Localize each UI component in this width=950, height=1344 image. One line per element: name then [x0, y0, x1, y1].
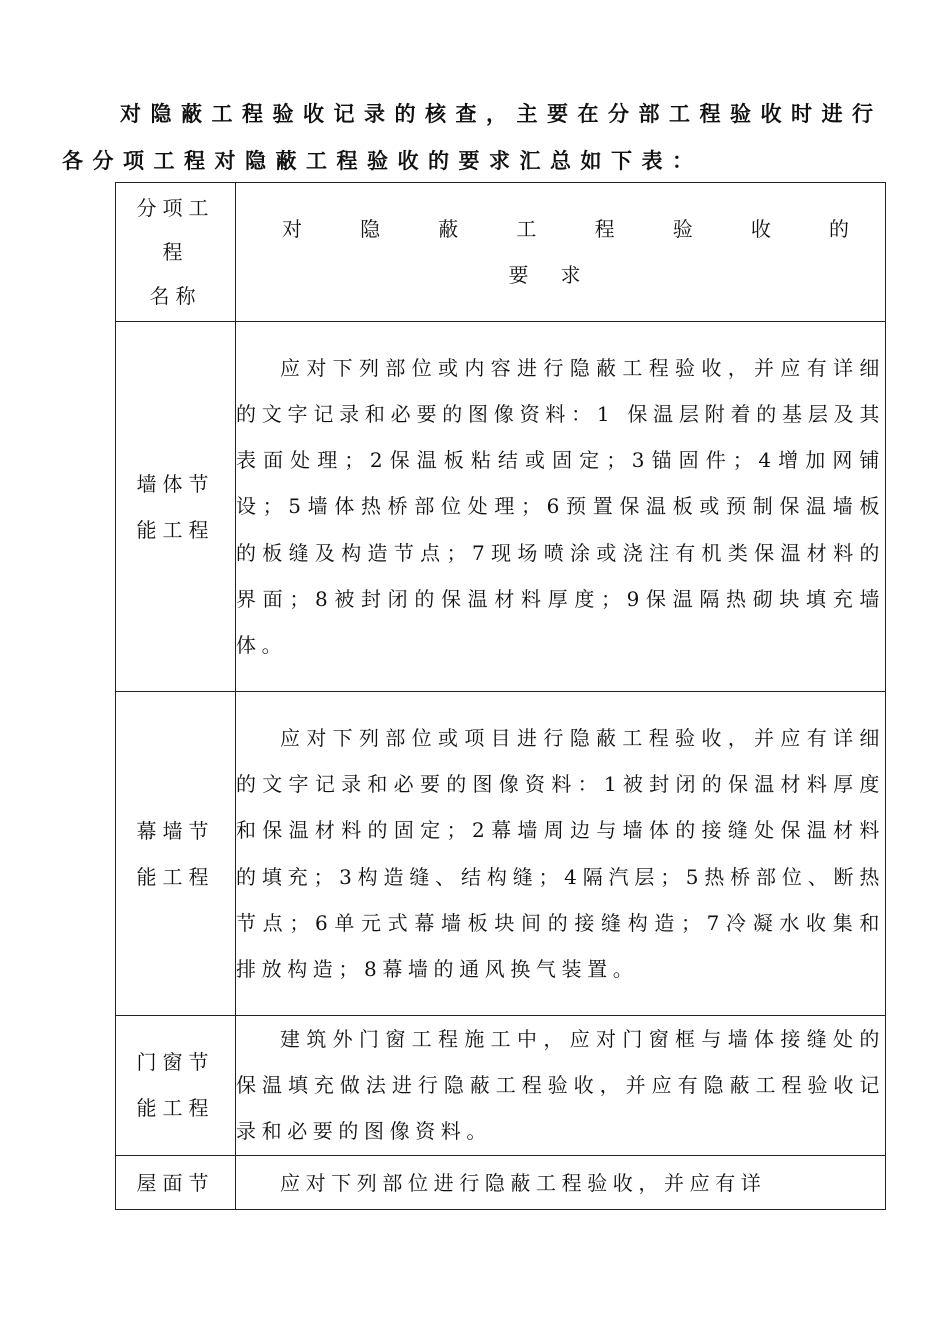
header-requirement-cell: [236, 183, 886, 322]
header-req-char: 程: [594, 217, 615, 241]
header-req-char: 的: [828, 217, 849, 241]
header-name-cell: [116, 183, 236, 322]
header-req-char: 蔽: [438, 217, 459, 241]
row-requirement-text: 应对下列部位或内容进行隐蔽工程验收，并应有详细的文字记录和必要的图像资料：1 保温层附着的基层及其表面处理；2保温板粘结或固定；3锚固件；4增加网铺设；5墙体热桥部位处理；6预置保温板或预制保温墙板的板缝及构造节点；7现场喷涂或浇注有机类保温材料的界面；8被封闭的保温材料厚度；9保温隔热砌块填充墙体。: [236, 322, 886, 692]
row-name-line-2: 能工程: [136, 1096, 215, 1121]
intro-line-1: 对隐蔽工程验收记录的核查，主要在分部工程验收时进行: [120, 102, 883, 126]
row-name-line-1: 门窗节: [136, 1050, 215, 1075]
row-name-line-1: 幕墙节: [136, 818, 215, 843]
header-name-line-3: 名称: [149, 284, 202, 308]
intro-line-2: 各分项工程对隐蔽工程验收的要求汇总如下表：: [62, 149, 703, 173]
row-name-cell: [116, 1016, 236, 1156]
header-req-char: 对: [282, 217, 302, 241]
header-name-line-2: 程: [162, 240, 189, 264]
header-req-line-2: 要求: [508, 263, 613, 287]
table-row: [116, 322, 886, 692]
row-requirement-text: 应对下列部位或项目进行隐蔽工程验收，并应有详细的文字记录和必要的图像资料：1被封闭的保温材料厚度和保温材料的固定；2幕墙周边与墙体的接缝处保温材料的填充；3构造缝、结构缝；4隔汽层；5热桥部位、断热节点；6单元式幕墙板块间的接缝构造；7冷凝水收集和排放构造；8幕墙的通风换气装置。: [236, 692, 886, 1016]
row-name-cell: [116, 322, 236, 692]
acceptance-requirements-table: [115, 182, 886, 1210]
row-requirement-text: 建筑外门窗工程施工中，应对门窗框与墙体接缝处的保温填充做法进行隐蔽工程验收，并应有隐蔽工程验收记录和必要的图像资料。: [236, 1016, 886, 1156]
header-req-char: 工: [516, 217, 537, 241]
row-name-cell: [116, 1155, 236, 1209]
header-name-line-1: 分项工: [136, 196, 215, 220]
row-name-line-2: 能工程: [136, 864, 215, 889]
table-row: [116, 1155, 886, 1209]
header-req-char: 收: [750, 217, 771, 241]
row-name-line-2: 能工程: [136, 517, 215, 542]
row-name-line-1: 墙体节: [136, 471, 215, 496]
row-name-line-1: 屋面节: [136, 1170, 215, 1195]
row-requirement-text: 应对下列部位进行隐蔽工程验收，并应有详: [236, 1155, 886, 1209]
table-row: [116, 1016, 886, 1156]
table-header-row: [116, 183, 886, 322]
header-req-line-1: [236, 206, 885, 252]
row-name-cell: [116, 692, 236, 1016]
header-req-char: 隐: [360, 217, 381, 241]
header-req-char: 验: [672, 217, 693, 241]
table-row: [116, 692, 886, 1016]
